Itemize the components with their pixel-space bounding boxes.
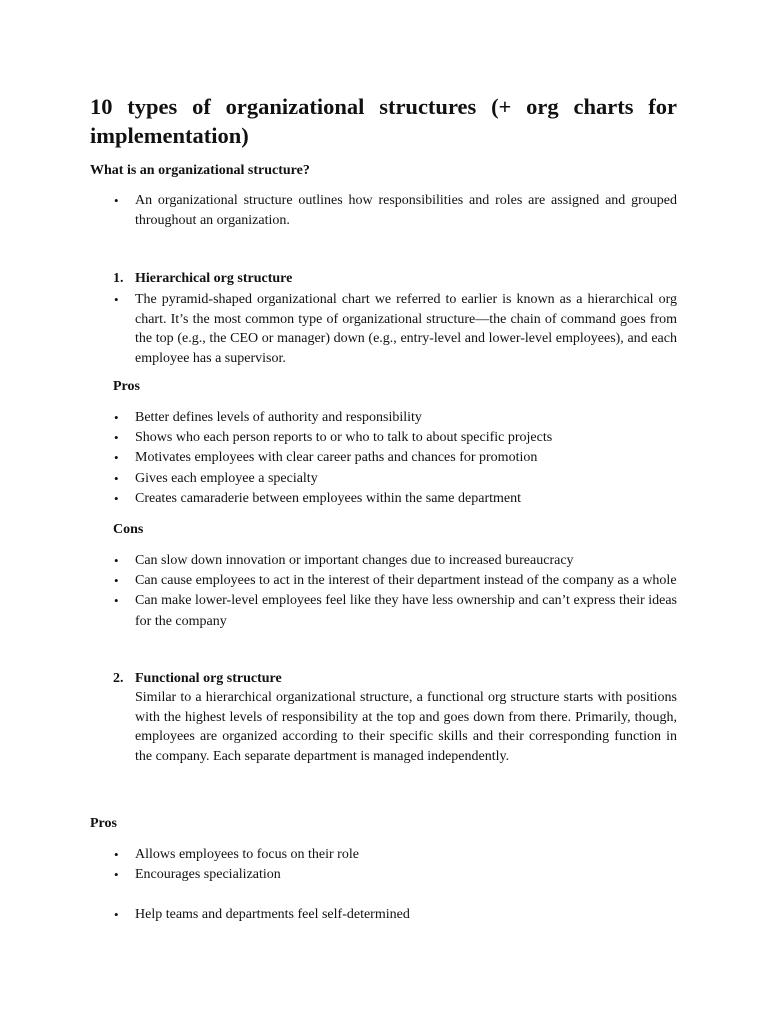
list-item xyxy=(90,408,677,428)
intro-bullet-list xyxy=(90,191,677,231)
pros-label: Pros xyxy=(113,379,140,394)
cons-list xyxy=(90,551,677,632)
bullet-icon: • xyxy=(114,193,119,208)
list-item xyxy=(90,489,677,509)
list-item-text: Encourages specialization xyxy=(135,867,281,883)
list-item xyxy=(90,865,677,885)
bullet-icon: • xyxy=(114,450,119,466)
list-item-text: Gives each employee a specialty xyxy=(135,470,318,486)
section-description: Similar to a hierarchical organizational structure, a functional org structure starts with positions with the highest levels of responsibility at the top and goes down from there. Primarily, though, employees are organized according to their specific skills and their corresponding function in the company. Each separate department is managed independently. xyxy=(135,690,677,764)
list-item-text: Can make lower-level employees feel like they have less ownership and can’t express their ideas for the company xyxy=(135,593,677,629)
section-heading: Functional org structure xyxy=(135,671,282,686)
section-heading: Hierarchical org structure xyxy=(135,271,293,286)
document-title: 10 types of organizational structures (+ org charts for implementation) xyxy=(90,94,677,148)
bullet-icon: • xyxy=(114,553,119,568)
bullet-icon: • xyxy=(114,490,119,506)
bullet-icon: • xyxy=(114,410,119,425)
list-item-text: Motivates employees with clear career paths and chances for promotion xyxy=(135,450,538,466)
section-description: The pyramid-shaped organizational chart we referred to earlier is known as a hierarchical org chart. It’s the most common type of organizational structure—the chain of command goes from the top (e.g., the CEO or manager) down (e.g., entry-level and lower-level employees), and each employee has a supervisor. xyxy=(135,292,677,366)
list-item-text: Allows employees to focus on their role xyxy=(135,847,359,862)
list-item xyxy=(90,290,677,368)
bullet-icon: • xyxy=(114,573,119,589)
list-item xyxy=(90,191,677,231)
list-item-text: An organizational structure outlines how responsibilities and roles are assigned and grouped throughout an organization. xyxy=(135,193,677,229)
cons-label: Cons xyxy=(113,522,144,537)
bullet-icon: • xyxy=(114,867,119,883)
list-item xyxy=(90,845,677,865)
intro-heading: What is an organizational structure? xyxy=(90,163,310,178)
bullet-icon: • xyxy=(114,847,119,862)
list-item xyxy=(90,469,677,489)
bullet-icon: • xyxy=(114,292,119,307)
section-number: 2. xyxy=(113,671,124,686)
pros-label: Pros xyxy=(90,816,117,831)
list-item-text: Better defines levels of authority and responsibility xyxy=(135,410,422,425)
list-item xyxy=(90,591,677,631)
list-item xyxy=(90,905,677,925)
list-item-text: Can slow down innovation or important changes due to increased bureaucracy xyxy=(135,553,574,568)
list-item xyxy=(90,428,677,448)
list-item-text: Creates camaraderie between employees within the same department xyxy=(135,490,521,506)
section-number: 1. xyxy=(113,271,124,286)
list-item xyxy=(90,448,677,468)
list-item xyxy=(90,571,677,591)
pros-list xyxy=(90,845,677,885)
pros-list-continued xyxy=(90,905,677,925)
list-item-text: Can cause employees to act in the interest of their department instead of the company as a whole xyxy=(135,573,677,589)
section-description-list xyxy=(90,290,677,368)
pros-list xyxy=(90,408,677,509)
bullet-icon: • xyxy=(114,907,119,922)
bullet-icon: • xyxy=(114,593,119,609)
list-item xyxy=(90,551,677,571)
list-item-text: Shows who each person reports to or who to talk to about specific projects xyxy=(135,430,553,446)
bullet-icon: • xyxy=(114,430,119,446)
bullet-icon: • xyxy=(114,470,119,486)
list-item-text: Help teams and departments feel self-determined xyxy=(135,907,410,922)
